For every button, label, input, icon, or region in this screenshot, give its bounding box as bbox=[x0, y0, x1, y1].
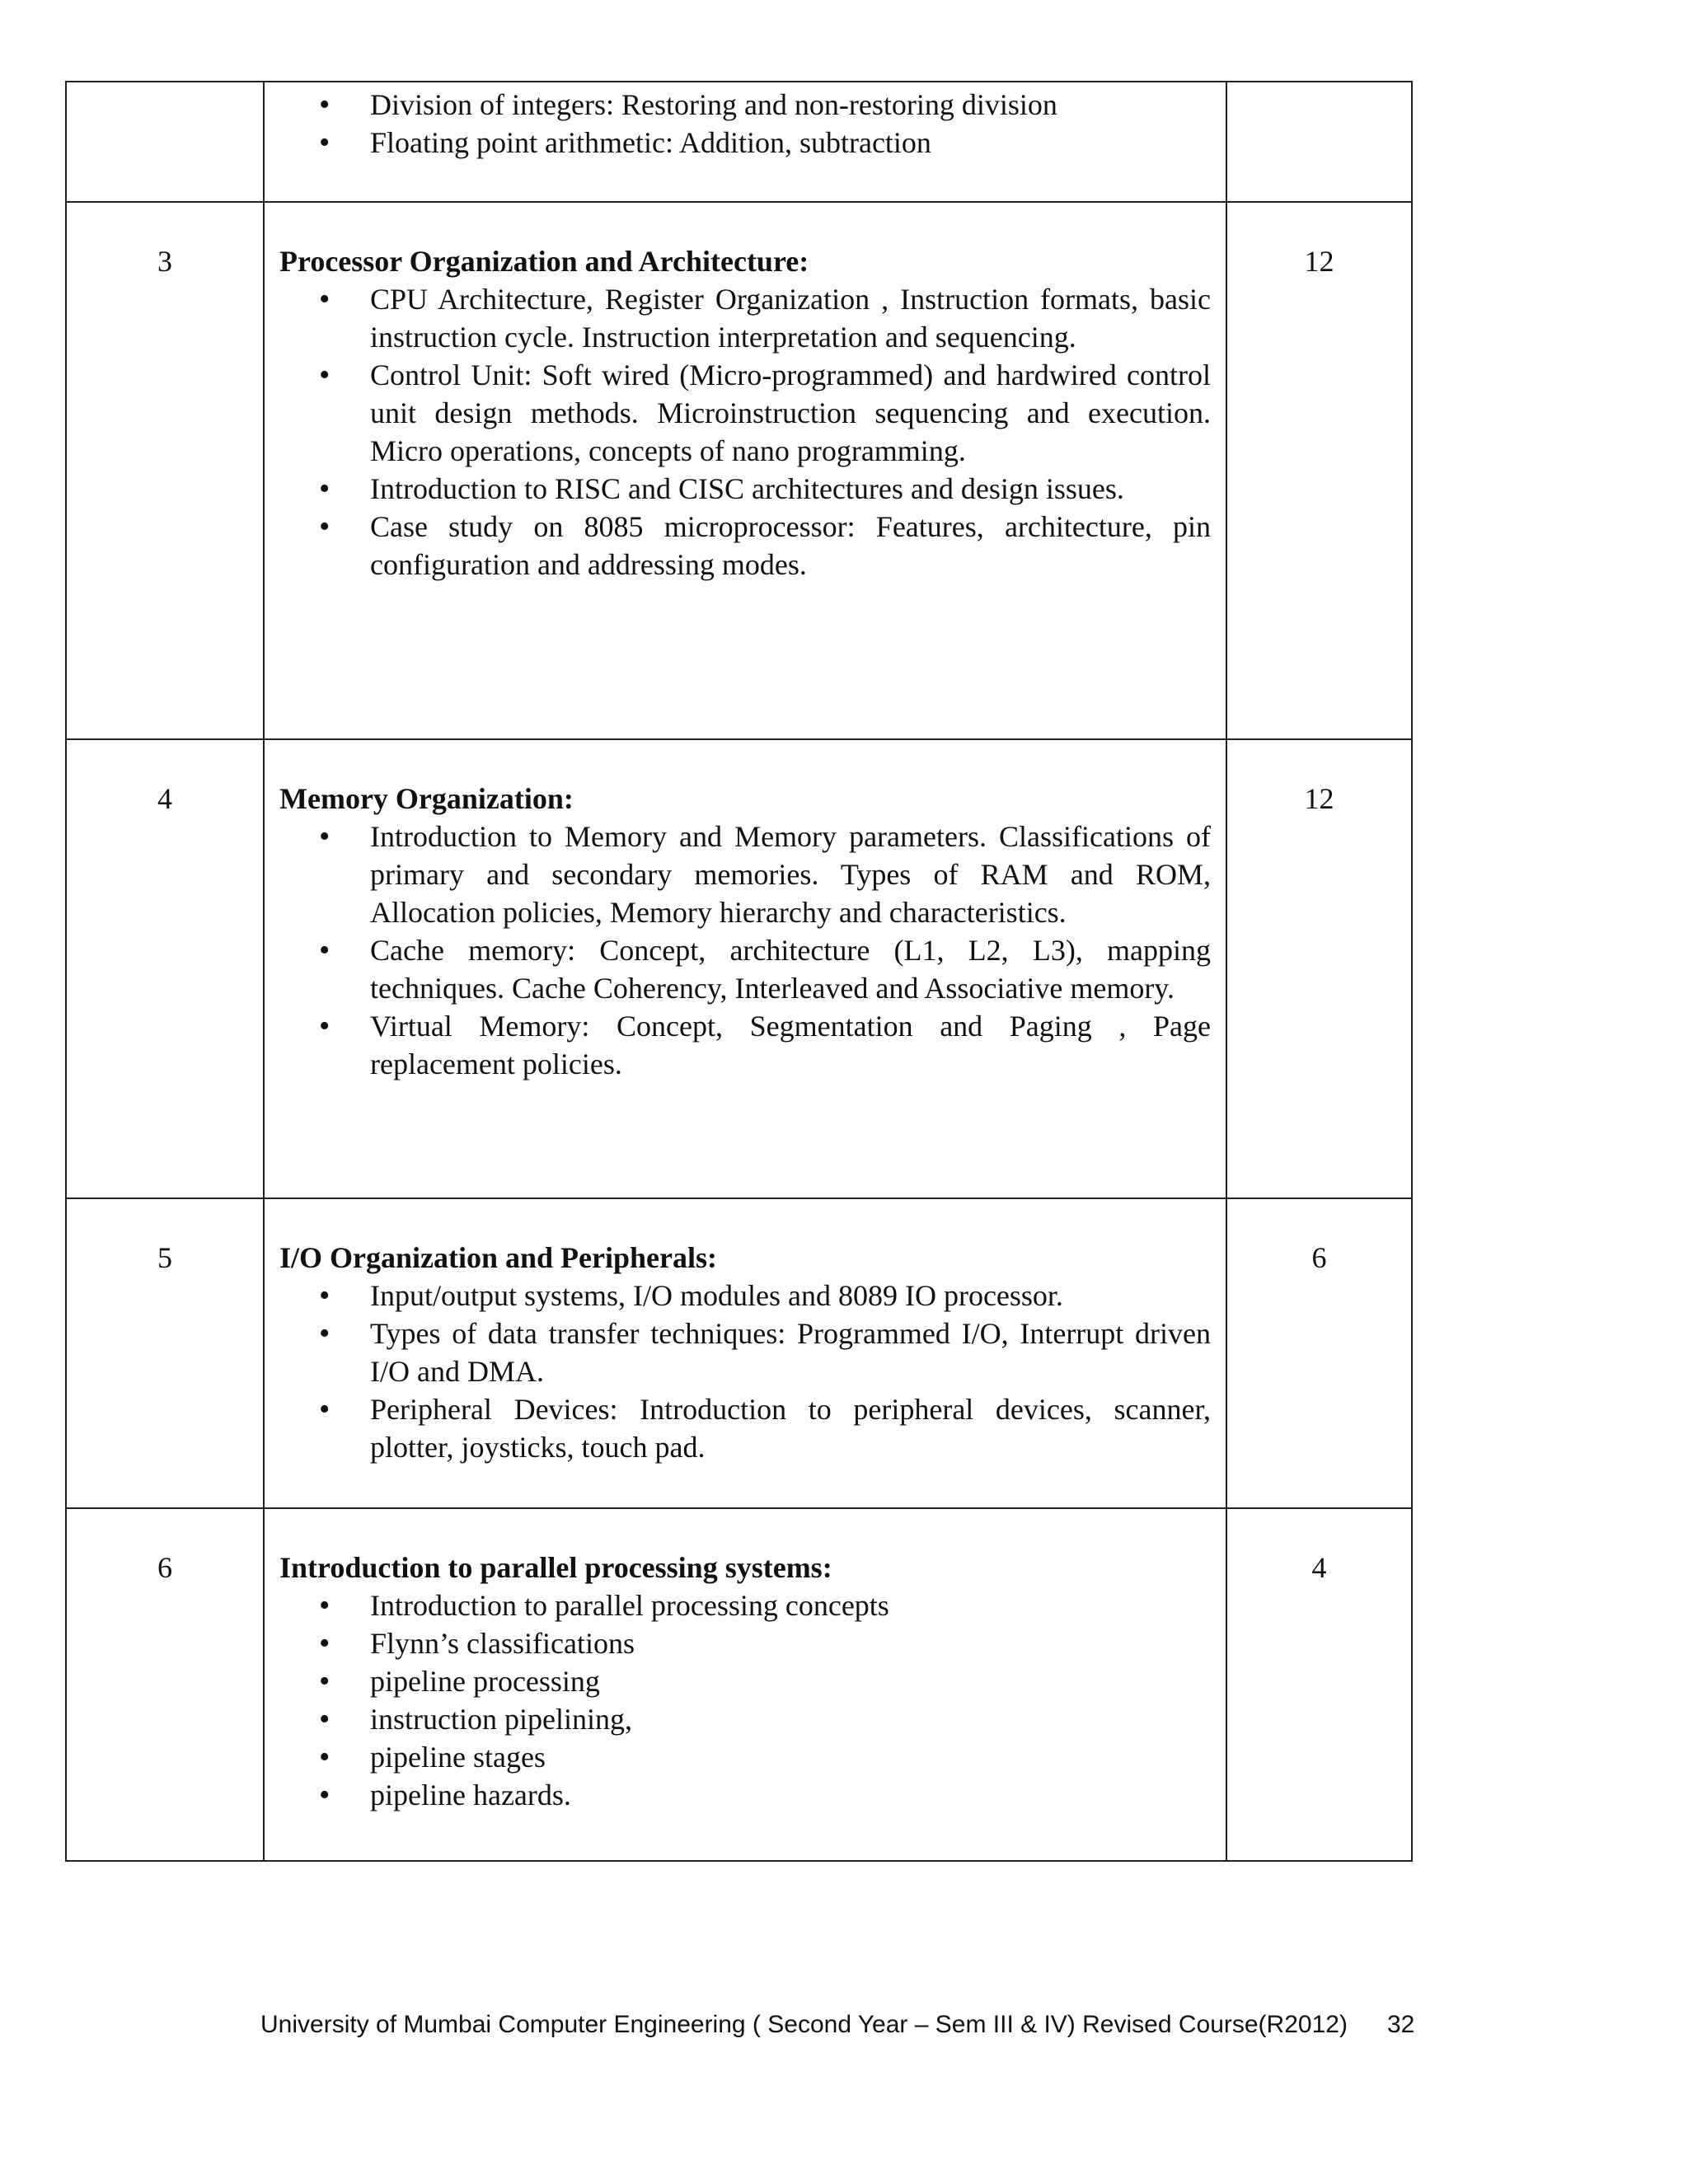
table-row bbox=[66, 82, 1412, 202]
list-item: • Introduction to parallel processing concepts bbox=[279, 1586, 1211, 1624]
module-number: 4 bbox=[157, 782, 172, 815]
topic-list bbox=[279, 280, 1211, 583]
list-item: • Peripheral Devices: Introduction to peripheral devices, scanner, plotter, joysticks, touch pad. bbox=[279, 1390, 1211, 1466]
list-item: • Virtual Memory: Concept, Segmentation and Paging , Page replacement policies. bbox=[279, 1007, 1211, 1083]
module-content-cell bbox=[264, 82, 1226, 202]
module-content-cell bbox=[264, 1508, 1226, 1861]
page-number: 32 bbox=[1386, 2011, 1415, 2038]
topic-list bbox=[279, 1586, 1211, 1814]
module-hours: 6 bbox=[1311, 1241, 1327, 1274]
module-title: Memory Organization: bbox=[279, 782, 574, 815]
module-content-cell bbox=[264, 202, 1226, 739]
module-hours-cell bbox=[1226, 1508, 1412, 1861]
page-footer bbox=[260, 2011, 1414, 2039]
module-number-cell bbox=[66, 1198, 264, 1508]
list-item: • Introduction to RISC and CISC architectures and design issues. bbox=[279, 470, 1211, 508]
topic-list bbox=[279, 818, 1211, 1083]
module-content-cell bbox=[264, 739, 1226, 1198]
list-item: • instruction pipelining, bbox=[279, 1700, 1211, 1738]
list-item: • Flynn’s classifications bbox=[279, 1624, 1211, 1662]
module-number-cell bbox=[66, 739, 264, 1198]
topic-list bbox=[279, 1277, 1211, 1466]
topic-list bbox=[279, 82, 1211, 162]
module-title: Introduction to parallel processing systems: bbox=[279, 1551, 832, 1584]
list-item: • Control Unit: Soft wired (Micro-programmed) and hardwired control unit design methods. Microinstruction sequencing and execution. Micro operations, concepts of nano programming. bbox=[279, 356, 1211, 470]
module-hours: 12 bbox=[1304, 245, 1334, 278]
module-title: Processor Organization and Architecture: bbox=[279, 245, 809, 278]
list-item: • pipeline processing bbox=[279, 1662, 1211, 1700]
module-number-cell bbox=[66, 1508, 264, 1861]
module-number: 6 bbox=[157, 1551, 172, 1584]
module-number: 3 bbox=[157, 245, 172, 278]
module-hours: 4 bbox=[1311, 1551, 1327, 1584]
table-row bbox=[66, 1508, 1412, 1861]
list-item: • Input/output systems, I/O modules and 8089 IO processor. bbox=[279, 1277, 1211, 1315]
list-item: • Floating point arithmetic: Addition, subtraction bbox=[279, 124, 1211, 162]
table-row bbox=[66, 739, 1412, 1198]
module-hours bbox=[1227, 82, 1411, 122]
list-item: • Cache memory: Concept, architecture (L1, L2, L3), mapping techniques. Cache Coherency, Interleaved and Associative memory. bbox=[279, 931, 1211, 1007]
list-item: • Division of integers: Restoring and non-restoring division bbox=[279, 86, 1211, 124]
module-number bbox=[67, 82, 263, 122]
list-item: • Types of data transfer techniques: Programmed I/O, Interrupt driven I/O and DMA. bbox=[279, 1315, 1211, 1390]
list-item: • Case study on 8085 microprocessor: Features, architecture, pin configuration and addressing modes. bbox=[279, 508, 1211, 583]
module-number-cell bbox=[66, 202, 264, 739]
module-hours-cell bbox=[1226, 82, 1412, 202]
module-hours-cell bbox=[1226, 1198, 1412, 1508]
list-item: • CPU Architecture, Register Organization , Instruction formats, basic instruction cycle. Instruction interpretation and sequencing. bbox=[279, 280, 1211, 356]
footer-text: University of Mumbai Computer Engineering ( Second Year – Sem III & IV) Revised Course(R2012) bbox=[260, 2011, 1348, 2038]
syllabus-table bbox=[65, 81, 1413, 1862]
module-title: I/O Organization and Peripherals: bbox=[279, 1241, 717, 1274]
list-item: • Introduction to Memory and Memory parameters. Classifications of primary and secondary memories. Types of RAM and ROM, Allocation policies, Memory hierarchy and characteristics. bbox=[279, 818, 1211, 931]
table-row bbox=[66, 1198, 1412, 1508]
module-content-cell bbox=[264, 1198, 1226, 1508]
table-row bbox=[66, 202, 1412, 739]
module-number: 5 bbox=[157, 1241, 172, 1274]
module-hours: 12 bbox=[1304, 782, 1334, 815]
module-hours-cell bbox=[1226, 202, 1412, 739]
list-item: • pipeline stages bbox=[279, 1738, 1211, 1776]
module-hours-cell bbox=[1226, 739, 1412, 1198]
module-number-cell bbox=[66, 82, 264, 202]
list-item: • pipeline hazards. bbox=[279, 1776, 1211, 1814]
